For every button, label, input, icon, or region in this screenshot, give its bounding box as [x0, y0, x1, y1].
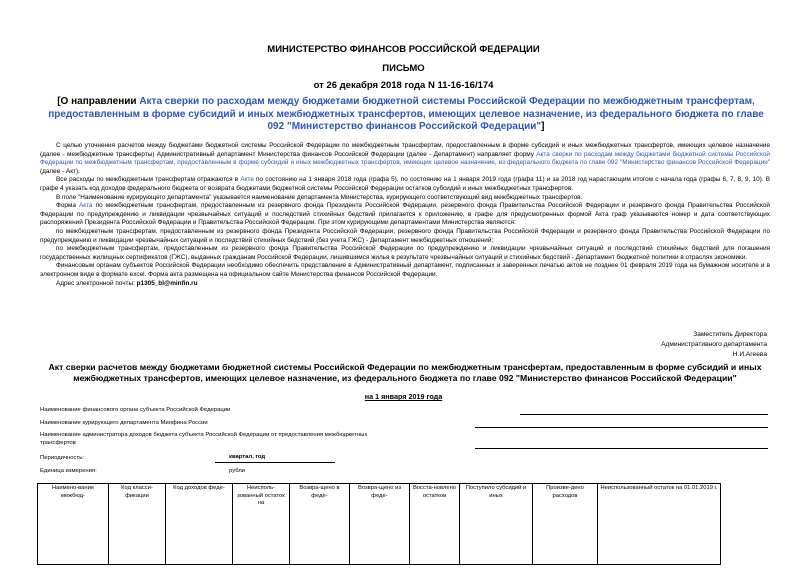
doc-type: ПИСЬМО: [382, 63, 425, 74]
act-link-2[interactable]: Акта: [79, 202, 93, 210]
field-dept-line[interactable]: [475, 427, 768, 428]
letter-subject: [46, 96, 766, 134]
act-form-link[interactable]: Акта сверки по расходам между бюджетами бюджетной системы Российской Федерации по межбюджетным трансфертам, предоставленным в форме субсидий и иных межбюджетных трансфертов, имеющих целевое назначение, из федерального бюджета по главе 092 "Министерство финансов Российской Федерации": [40, 150, 770, 167]
body-paragraph-4: [40, 202, 770, 228]
field-fin-org-line[interactable]: [520, 414, 768, 415]
col-returned-from: Возвра-щено из феде-: [350, 484, 410, 565]
subject-tail: ]: [541, 121, 545, 132]
col-remainder-end: Неиспользованный остаток на 01.01.2019 г.: [598, 484, 721, 565]
p1-text: С целью уточнения расчетов между бюджетами бюджетной системы Российской Федерации по межбюджетным трансфертам, предоставленным в форме субсидий и иных межбюджетных трансфертов, имеющих целевое назначение (далее - межбюджетные трансферты) Административный департамент Министерства финансов Российской Федерации (далее - Департамент) направляет форму: [40, 142, 770, 158]
field-unit-value: рубли: [229, 468, 246, 474]
act-table: [37, 483, 721, 565]
p2-tail: по состоянию на 1 января 2018 года (графа 5), по состоянию на 1 января 2019 года (графа 11) и за 2018 год нарастающим итогом с начала года (графы 6, 7, 8, 9, 10). В графе 4 указать код доходов федерального бюджета от возврата бюджетами бюджетной системы Российской Федерации остатков субсидий и иных межбюджетных трансфертов.: [40, 176, 770, 192]
body-paragraph-5: по межбюджетным трансфертам, предоставленным из резервного фонда Президента Российской Федерации, резервного фонда Правительства Российской Федерации и резервного фонда Правительства Российской Федерации по предупреждению и ликвидации чрезвычайных ситуаций и последствий стихийных бедствий (без учета ГЖС) - Департамент межбюджетных отношений;: [40, 227, 770, 244]
col-returned-to: Возвра-щено в феде-: [290, 484, 350, 565]
p4-tail: по межбюджетным трансфертам, предоставленным из резервного фонда Президента Российской Федерации, резервного фонда Правительства Российской Федерации и резервного фонда Правительства Российской Федерации по предупреждению и ликвидации чрезвычайных ситуаций и последствий стихийных бедствий прилагается к приложению, в графе для предусмотренных формой Акта граф указываются номер и дата соответствующих распоряжений Президента Российской Федерации и Правительства Российской Федерации. При этом курирующими департаментами Министерства являются:: [40, 202, 770, 227]
act-date: на 1 января 2019 года: [364, 392, 443, 401]
act-title: Акт сверки расчетов между бюджетами бюджетной системы Российской Федерации по межбюджетным трансфертам, предоставленным в форме субсидий и иных межбюджетных трансфертов, имеющих целевое назначение, из федерального бюджета по главе 092 "Министерство финансов Российской Федерации": [48, 362, 762, 383]
signer-title-1: Заместитель Директора: [693, 331, 767, 338]
body-paragraph-6: по межбюджетным трансфертам, предоставленным из резервного фонда Правительства Российской Федерации по предупреждению и ликвидации чрезвычайных ситуаций и последствий стихийных бедствий для погашения государственных жилищных сертификатов (ГЖС), выданных гражданам Российской Федерации, лишившимся жилья в результате чрезвычайных ситуаций и стихийных бедствий - Департамент бюджетной политики в отраслях экономики.: [40, 245, 770, 261]
field-period-value: квартал, год: [229, 454, 266, 460]
col-name: Наимено-вание межбюд-: [38, 484, 109, 565]
table-header-row: [38, 484, 721, 565]
signature-block: [661, 330, 767, 359]
col-received: Поступило субсидий и иных: [460, 484, 533, 565]
subject-lead: [О направлении: [57, 96, 140, 107]
field-admin-line[interactable]: [475, 448, 768, 449]
email-address[interactable]: p1305_bl@minfin.ru: [136, 279, 198, 287]
field-admin-label: Наименование администратора доходов бюджета субъекта Российской Федерации от предоставления межбюджетных трансфертов: [40, 432, 368, 446]
email-label: Адрес электронной почты:: [56, 279, 137, 287]
col-class-code: Код класси-фикации: [109, 484, 166, 565]
col-income-code: Код доходов феде-: [166, 484, 233, 565]
p4-text: Форма: [56, 202, 80, 210]
act-link[interactable]: Акте: [240, 176, 254, 184]
subject-act-link[interactable]: Акта сверки по расходам между бюджетами бюджетной системы Российской Федерации по межбюджетным трансфертам, предоставленным в форме субсидий и иных межбюджетных трансфертов, имеющих целевое назначение, из федерального бюджета по главе 092 "Министерство финансов Российской Федерации": [48, 96, 764, 132]
field-dept-label: Наименование курирующего департамента Минфина России: [40, 420, 208, 426]
col-expenses: Произве-дено расходов: [533, 484, 598, 565]
col-restored: Восста-новлено остатков: [410, 484, 460, 565]
col-remainder-start: Неисполь-зованный остаток на: [233, 484, 290, 565]
ministry-name: МИНИСТЕРСТВО ФИНАНСОВ РОССИЙСКОЙ ФЕДЕРАЦИИ: [267, 44, 540, 55]
field-fin-org-label: Наименование финансового органа субъекта Российской Федерации: [40, 407, 231, 413]
signer-name: Н.И.Агеева: [732, 350, 767, 358]
body-paragraph-7: Финансовым органам субъектов Российской Федерации необходимо обеспечить представление в Административный департамент, подписанных и заверенных печатью актов не позднее 01 февраля 2019 года на бумажном носителе и в электронном виде в формате excel. Форма акта размещена на официальном сайте Министерства финансов Российской Федерации.: [40, 262, 770, 278]
field-period-label: Периодичность:: [40, 455, 84, 461]
email-line: [40, 280, 770, 289]
field-unit-label: Единица измерения:: [40, 468, 97, 474]
body-paragraph-1: [40, 142, 770, 176]
body-paragraph-2: [40, 176, 770, 193]
signer-title-2: Административного департамента: [661, 340, 767, 348]
letter-body: [40, 142, 770, 288]
doc-date: от 26 декабря 2018 года N 11-16-16/174: [313, 80, 494, 91]
field-period-line: [215, 462, 335, 463]
p2-text: Все расходы по межбюджетным трансфертам отражаются в: [56, 176, 241, 184]
body-paragraph-3: В поле "Наименование курирующего департамента" указывается наименование департамента Министерства, курирующего соответствующий вид межбюджетных трансфертов.: [56, 193, 583, 201]
p1-tail: (далее - Акт).: [40, 167, 80, 175]
